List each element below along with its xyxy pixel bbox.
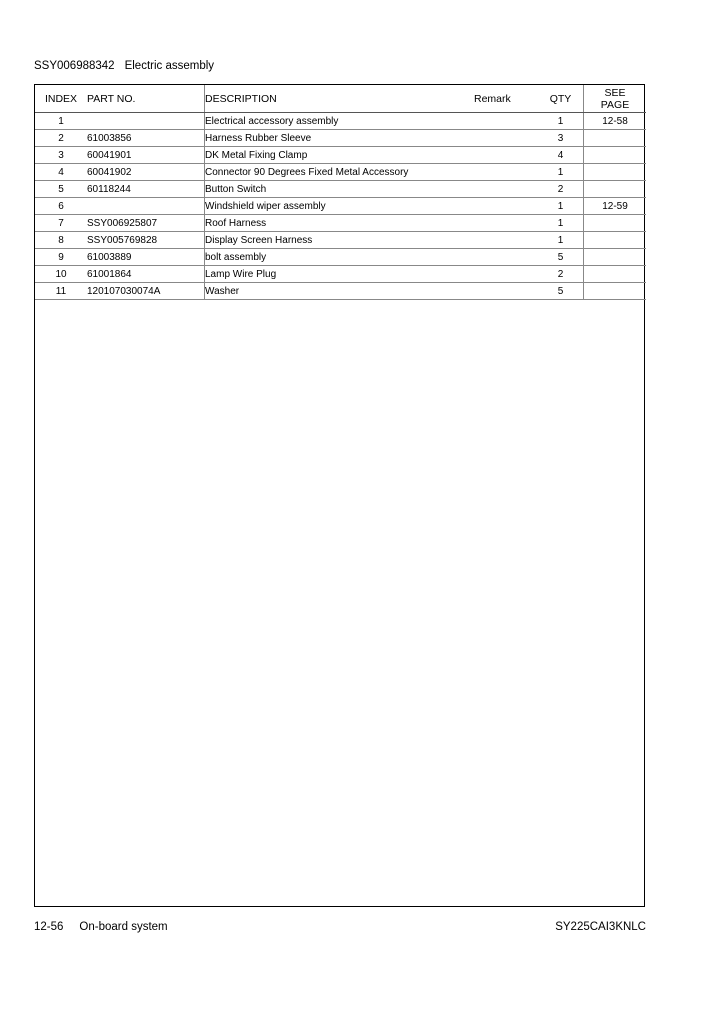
cell-part-no <box>87 113 205 130</box>
page-title: Electric assembly <box>124 60 215 72</box>
table-row <box>35 215 646 232</box>
cell-part-no: 61003889 <box>87 249 205 266</box>
see-page-line2: PAGE <box>600 98 630 111</box>
cell-index: 1 <box>35 113 87 130</box>
cell-description: Lamp Wire Plug <box>205 266 475 283</box>
cell-qty: 1 <box>538 215 584 232</box>
cell-remark <box>474 266 538 283</box>
table-row <box>35 113 646 130</box>
cell-see-page <box>584 215 647 232</box>
cell-description: bolt assembly <box>205 249 475 266</box>
cell-description: Display Screen Harness <box>205 232 475 249</box>
cell-index: 9 <box>35 249 87 266</box>
cell-remark <box>474 215 538 232</box>
cell-remark <box>474 164 538 181</box>
cell-remark <box>474 249 538 266</box>
column-header-description: DESCRIPTION <box>205 85 475 113</box>
cell-see-page <box>584 181 647 198</box>
table-row <box>35 198 646 215</box>
cell-index: 7 <box>35 215 87 232</box>
part-code: SSY006988342 <box>34 60 115 72</box>
cell-see-page <box>584 283 647 300</box>
cell-qty: 3 <box>538 130 584 147</box>
table-row <box>35 181 646 198</box>
cell-part-no: SSY006925807 <box>87 215 205 232</box>
cell-qty: 1 <box>538 164 584 181</box>
cell-description: Roof Harness <box>205 215 475 232</box>
cell-part-no <box>87 198 205 215</box>
cell-see-page <box>584 147 647 164</box>
cell-qty: 4 <box>538 147 584 164</box>
cell-description: Windshield wiper assembly <box>205 198 475 215</box>
cell-description: Button Switch <box>205 181 475 198</box>
table-row <box>35 147 646 164</box>
parts-table-frame <box>34 84 645 907</box>
column-header-part-no: PART NO. <box>87 85 205 113</box>
page-footer-left <box>34 921 168 933</box>
cell-see-page <box>584 164 647 181</box>
table-row <box>35 283 646 300</box>
cell-see-page: 12-59 <box>584 198 647 215</box>
cell-remark <box>474 181 538 198</box>
cell-index: 3 <box>35 147 87 164</box>
table-row <box>35 249 646 266</box>
cell-remark <box>474 130 538 147</box>
cell-description: Connector 90 Degrees Fixed Metal Accessory <box>205 164 475 181</box>
table-header-row <box>35 85 646 113</box>
model-code: SY225CAI3KNLC <box>555 921 646 933</box>
column-header-remark: Remark <box>474 85 538 113</box>
cell-index: 11 <box>35 283 87 300</box>
cell-description: Harness Rubber Sleeve <box>205 130 475 147</box>
cell-description: Washer <box>205 283 475 300</box>
parts-table <box>35 85 646 300</box>
cell-description: DK Metal Fixing Clamp <box>205 147 475 164</box>
cell-remark <box>474 232 538 249</box>
column-header-index: INDEX <box>35 85 87 113</box>
cell-qty: 1 <box>538 198 584 215</box>
cell-index: 2 <box>35 130 87 147</box>
cell-qty: 1 <box>538 113 584 130</box>
cell-qty: 5 <box>538 249 584 266</box>
cell-remark <box>474 113 538 130</box>
table-row <box>35 164 646 181</box>
table-body <box>35 113 646 300</box>
cell-part-no: 61003856 <box>87 130 205 147</box>
table-row <box>35 266 646 283</box>
cell-qty: 2 <box>538 181 584 198</box>
column-header-see-page <box>584 85 647 113</box>
cell-qty: 1 <box>538 232 584 249</box>
table-row <box>35 130 646 147</box>
cell-part-no: 60041902 <box>87 164 205 181</box>
cell-index: 4 <box>35 164 87 181</box>
cell-see-page <box>584 266 647 283</box>
page-number: 12-56 <box>34 921 64 933</box>
cell-remark <box>474 147 538 164</box>
cell-index: 10 <box>35 266 87 283</box>
cell-part-no: 60118244 <box>87 181 205 198</box>
page-header <box>34 60 214 72</box>
cell-part-no: 120107030074A <box>87 283 205 300</box>
column-header-qty: QTY <box>538 85 584 113</box>
cell-part-no: 60041901 <box>87 147 205 164</box>
cell-see-page <box>584 232 647 249</box>
cell-index: 8 <box>35 232 87 249</box>
table-row <box>35 232 646 249</box>
cell-description: Electrical accessory assembly <box>205 113 475 130</box>
section-name: On-board system <box>79 921 168 933</box>
cell-see-page <box>584 130 647 147</box>
cell-part-no: SSY005769828 <box>87 232 205 249</box>
cell-see-page: 12-58 <box>584 113 647 130</box>
cell-qty: 2 <box>538 266 584 283</box>
cell-qty: 5 <box>538 283 584 300</box>
cell-remark <box>474 283 538 300</box>
cell-index: 6 <box>35 198 87 215</box>
cell-part-no: 61001864 <box>87 266 205 283</box>
cell-index: 5 <box>35 181 87 198</box>
see-page-line1: SEE <box>604 86 626 99</box>
cell-remark <box>474 198 538 215</box>
cell-see-page <box>584 249 647 266</box>
